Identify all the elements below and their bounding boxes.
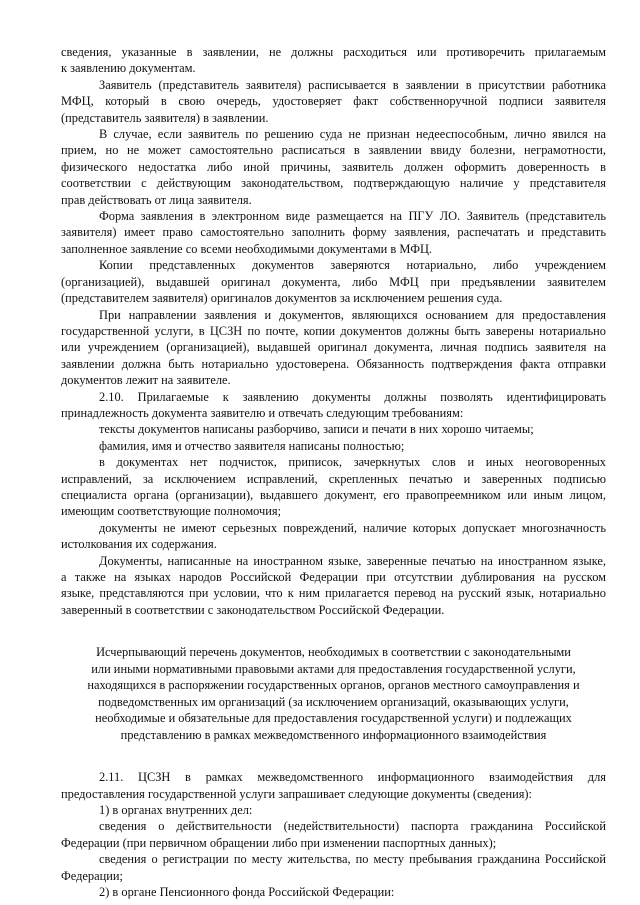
text-line: заявлении должна быть нотариально удостоверена. Обязанность подтверждения факта отправки (61, 357, 606, 371)
text-line: (организацией), выдавшей оригинал документа, либо МФЦ при предъявлении заявителем (61, 275, 606, 289)
text-line: предоставления государственной услуги запрашивает следующие документы (сведения): (61, 787, 532, 801)
text-line: физического недостатка либо иной причины, заявитель должен оформить доверенность в (61, 160, 606, 174)
text-line: Заявитель (представитель заявителя) расписывается в заявлении в присутствии работника (99, 78, 606, 92)
text-line: сведения, указанные в заявлении, не должны расходиться или противоречить прилагаемым (61, 45, 606, 59)
section-heading-line: или иными нормативными правовыми актами для предоставления государственной услуги, (91, 662, 576, 676)
text-line: прием, но не может самостоятельно расписаться в заявлении ввиду болезни, неграмотности, (61, 143, 606, 157)
text-line: Форма заявления в электронном виде размещается на ПГУ ЛО. Заявитель (представитель (99, 209, 606, 223)
text-line: прав действовать от лица заявителя. (61, 193, 252, 207)
text-line: или учреждением (организацией), выдавшей оригинал документа, личная подпись заявителя на (61, 340, 606, 354)
text-line: тексты документов написаны разборчиво, записи и печати в них хорошо читаемы; (99, 422, 534, 436)
text-line: заполненное заявление со всеми необходимыми документами в МФЦ. (61, 242, 433, 256)
text-line: специалиста органа (организации), выдавшего документ, его правопреемником или иным лицом, (61, 488, 606, 502)
text-line: 2) в органе Пенсионного фонда Российской Федерации: (99, 885, 395, 899)
text-line: заявителя) имеет право самостоятельно заполнить форму заявления, распечатать и представить (61, 225, 606, 239)
section-heading-line: представлению в рамках межведомственного информационного взаимодействия (120, 728, 547, 742)
text-line: МФЦ, который в свою очередь, удостоверяет факт собственноручной подписи заявителя (61, 94, 606, 108)
text-line: истолкования их содержания. (61, 537, 217, 551)
text-line: документов лежит на заявителе. (61, 373, 231, 387)
text-line: сведения о регистрации по месту жительства, по месту пребывания гражданина Российской (99, 852, 606, 866)
text-line: исправлений, за исключением исправлений, скрепленных печатью и заверенных подписью (61, 472, 606, 486)
section-heading-line: находящихся в распоряжении государственных органов, органов местного самоуправления и (87, 678, 580, 692)
text-line: фамилия, имя и отчество заявителя написаны полностью; (99, 439, 405, 453)
text-line: а также на языках народов Российской Федерации при отсутствии дублирования на русском (61, 570, 606, 584)
text-line: При направлении заявления и документов, являющихся основанием для предоставления (99, 308, 606, 322)
text-line: сведения о действительности (недействительности) паспорта гражданина Российской (99, 819, 606, 833)
text-line: (представитель заявителя) в заявлении. (61, 111, 269, 125)
text-line: документы не имеют серьезных повреждений, наличие которых допускает многозначность (99, 521, 606, 535)
text-line: 1) в органах внутренних дел: (99, 803, 253, 817)
text-line: к заявлению документам. (61, 61, 196, 75)
text-line: В случае, если заявитель по решению суда не признан недееспособным, лично явился на (99, 127, 606, 141)
section-heading-line: необходимые и обязательные для предоставления государственной услуги) и подлежащих (95, 711, 572, 725)
text-line: Федерации; (61, 869, 123, 883)
text-line: имеющим соответствующие полномочия; (61, 504, 282, 518)
text-line: 2.11. ЦСЗН в рамках межведомственного информационного взаимодействия для (99, 770, 606, 784)
text-line: соответствии с действующим законодательством, подтверждающую наличие у представителя (61, 176, 606, 190)
text-line: государственной услуги, в ЦСЗН по почте, копии документов должны быть заверены нотариально (61, 324, 606, 338)
text-line: заверенный в соответствии с законодательством Российской Федерации. (61, 603, 445, 617)
text-line: Документы, написанные на иностранном языке, заверенные печатью на иностранном языке, (99, 554, 606, 568)
section-heading-line: Исчерпывающий перечень документов, необходимых в соответствии с законодательными (96, 645, 571, 659)
text-line: (представителем заявителя) оригиналов документов за исключением решения суда. (61, 291, 503, 305)
text-line: Федерации (при первичном обращении либо при изменении паспортных данных); (61, 836, 497, 850)
section-heading-line: подведомственных им организаций (за исключением организаций, оказывающих услуги, (98, 695, 569, 709)
text-line: в документах нет подчисток, приписок, зачеркнутых слов и иных неоговоренных (99, 455, 606, 469)
text-line: языке, представляются при условии, что к ним прилагается перевод на русский язык, нотариально (61, 586, 606, 600)
text-line: 2.10. Прилагаемые к заявлению документы должны позволять идентифицировать (99, 390, 606, 404)
text-line: Копии представленных документов заверяются нотариально, либо учреждением (99, 258, 606, 272)
text-line: принадлежность документа заявителю и отвечать следующим требованиям: (61, 406, 464, 420)
